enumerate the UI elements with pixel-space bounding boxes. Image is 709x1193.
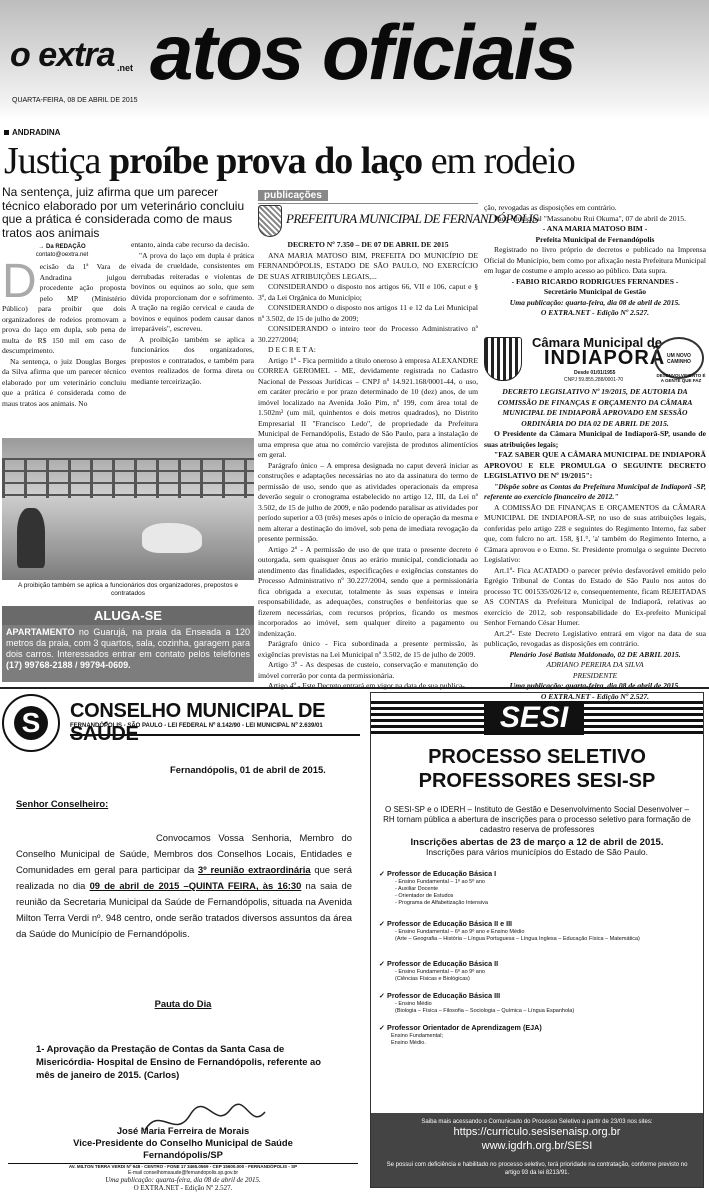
sesi-intro: O SESI-SP e o IDERH – Instituto de Gestão e Desenvolvimento Social Desenvolver – RH tornam pública a abertura de inscrições para o processo seletivo para formação de cadastro reserva de professores xyxy=(383,805,691,834)
headline-bold: proíbe prova do laço xyxy=(108,140,423,182)
decreto-paragraph: Art.1º- Fica ACATADO o parecer prévio desfavorável emitido pelo Egrégio Tribunal de Contas do Estado de São Paulo nos autos do processo TC 001535/026/12 e, consequentemente, ficam REJEITADAS AS CONTAS da Prefeitura Municipal de Indiaporã, relativas ao exercício de 2012, sob responsabilidade do Ex-prefeito Municipal Senhor Fernando César Humer. xyxy=(484,565,706,627)
conselho-notice xyxy=(0,692,366,1188)
rider-shape xyxy=(17,508,45,568)
decreto-paragraph: Artigo 2º - A permissão de uso de que trata o presente decreto é outorgada, sem quaisquer ônus ao erário municipal, condicionada ao atendimento das finalidades, especificações e exigências constantes do Processo Administrativo nº 30.227/2004, sendo que a permissionária fica obrigada a executar, totalmente às suas expensas e inteira responsabilidade, as adequações, construções e benfeitorias que se fizerem necessárias, com recursos próprios, ficando os mesmos incorporados ao imóvel, sem qualquer direito a pagamento ou indenização. xyxy=(258,544,478,638)
photo-caption: A proibição também se aplica a funcionários dos organizadores, prepostos e contratados xyxy=(17,582,239,597)
decreto-paragraph: CONSIDERANDO o disposto nos artigos 11 e 12 da Lei Municipal nº 3.502, de 15 de julho de 2009; xyxy=(258,303,478,323)
decreto-paragraph: ção, revogadas as disposições em contrário. xyxy=(484,203,617,212)
rodeo-photo xyxy=(2,438,254,580)
cargo-details: Ensino Fundamental; Ensino Médio. xyxy=(391,1033,443,1046)
body-text: Convocamos Vossa Senhoria, Membro do Conselho Municipal de Saúde, Membros dos Conselhos Locais, Entidades e Comunidades em geral para participar da xyxy=(16,832,352,875)
decreto-paragraph: D E C R E T A: xyxy=(268,345,316,354)
cargo-title: ✓ Professor de Educação Básica II e III xyxy=(379,919,513,928)
cargo-title: ✓ Professor de Educação Básica III xyxy=(379,991,501,1000)
body-text: na saia de reunião da Secretaria Municipal da Saúde de Fernandópolis, situada na Avenida Milton Terra Verdi nº. 948 centro, onde serão tratados diversos assuntos da área da Saúde do Município de Fernandópolis. xyxy=(16,880,352,939)
decreto-paragraph: Artigo 4º - Este Decreto entrará em vigor na data de sua publica- xyxy=(268,681,465,690)
sesi-link[interactable]: www.igdrh.org.br/SESI xyxy=(481,1140,593,1152)
coat-of-arms-icon xyxy=(258,205,282,237)
sesi-logo: SESI xyxy=(484,701,584,735)
pauta-title: Pauta do Dia xyxy=(154,998,212,1009)
conselho-address: AV. MILTON TERRA VERDI Nº 948 - CENTRO - FONE 17 3465.0569 - CEP 15600.000 - FERNANDÓPOLIS - SP xyxy=(68,1164,298,1169)
headline-part: em rodeio xyxy=(422,140,575,182)
section-tag: ANDRADINA xyxy=(4,128,60,137)
classified-text xyxy=(2,625,254,673)
publication-note: Uma publicação: quarta-feira, dia 08 de abril de 2015. xyxy=(509,297,681,307)
sesi-municipios: Inscrições para vários municípios do Estado de São Paulo. xyxy=(425,847,649,857)
city-slogan: DESENVOLVIMENTO É A GENTE QUE FAZ xyxy=(656,373,706,383)
headline xyxy=(4,138,709,184)
signer-place: Fernandópolis/SP xyxy=(143,1149,223,1160)
decreto-legislativo xyxy=(484,387,706,702)
decreto-column-cont xyxy=(484,203,706,319)
notice-date: Fernandópolis, 01 de abril de 2015. xyxy=(170,764,326,775)
article-paragraph: entanto, ainda cabe recurso da decisão. xyxy=(131,240,250,249)
notice-body xyxy=(16,830,352,942)
decreto-paragraph: Parágrafo único – A empresa designada no caput deverá iniciar as construções e adaptações necessárias no ato da assinatura do termo de permissão de uso, sendo que as atividades operacionais da empresa deverão seguir o cronograma estabelecido no artigo 12, III, da Lei nº 3.502, de 15 de julho de 2009, e não podendo paralisar as atividades por período superior a 03 (três) meses após o início de operação da mesma e nem alterar a destinação do imóvel, sob pena de imediata revogação da presente permissão. xyxy=(258,460,478,543)
decreto-paragraph: CONSIDERANDO o disposto nos artigos 66, VII e 106, caput e § 3º, da Lei Orgânica do Município; xyxy=(258,282,478,302)
sesi-more-info: Saiba mais acessando o Comunicado do Processo Seletivo a partir de 23/03 nos sites: xyxy=(421,1119,653,1125)
conselho-logo-letter: S xyxy=(14,706,48,740)
sesi-title-line: PROFESSORES SESI-SP xyxy=(418,770,656,792)
divider xyxy=(70,734,360,736)
decreto-paragraph: Paço Municipal "Massanobu Rui Okuma", 07 de abril de 2015. xyxy=(494,213,687,223)
decreto-paragraph: O Presidente da Câmara Municipal de Indiaporã-SP, usando de suas atribuições legais; xyxy=(484,429,706,449)
article-deck: Na sentença, juiz afirma que um parecer técnico elaborado por um veterinário concluiu que a prática é considerada como de maus tratos aos animais xyxy=(2,185,245,240)
conselho-email: E-mail conselhomsaude@fernandopolis.sp.gov.br xyxy=(127,1170,239,1176)
decreto-paragraph: "Dispõe sobre as Contas da Prefeitura Municipal de Indiaporã -SP, referente ao exercício financeiro de 2012." xyxy=(484,481,706,501)
conselho-title: CONSELHO MUNICIPAL DE SAÚDE xyxy=(70,700,326,745)
classified-title: ALUGA-SE xyxy=(2,606,254,625)
publication-edition: O EXTRA.NET - Edição Nº 2.527. xyxy=(133,1184,233,1192)
publications-tag: publicações xyxy=(258,190,328,201)
camara-city: INDIAPORÃ xyxy=(544,347,666,369)
cargo-details: - Ensino Fundamental – 6º ao 9º ano (Ciências Físicas e Biológicas) xyxy=(395,969,485,982)
decreto-paragraph: CONSIDERANDO o inteiro teor do Processo Administrativo nº 30.227/2004; xyxy=(258,324,478,344)
cargo-title: ✓ Professor Orientador de Aprendizagem (EJA) xyxy=(379,1023,542,1032)
publication-edition: O EXTRA.NET - Edição Nº 2.527. xyxy=(540,308,650,317)
decreto-title: DECRETO LEGISLATIVO Nº 19/2015, DE AUTORIA DA COMISSÃO DE FINANÇAS E ORÇAMENTO DA CÂMARA MUNICIPAL DE INDIAPORÃ APROVADO EM SESSÃO ORDINÁRIA DO DIA 02 DE ABRIL DE 2015. xyxy=(497,387,693,428)
drop-cap: D xyxy=(2,255,37,308)
decreto-paragraph: "FAZ SABER QUE A CÂMARA MUNICIPAL DE INDIAPORÃ APROVOU E ELE PROMULGA O SEGUINTE DECRETO LEGISLATIVO DE Nº 19/2015": xyxy=(484,450,706,480)
conselho-logo xyxy=(2,694,60,752)
camara-label: Câmara Municipal de xyxy=(532,335,663,350)
classified-body: no Guarujá, na praia da Enseada a 120 metros da praia, com 3 quartos, sala, cozinha, garagem para dois carros. Interessados entrar em contato pelos telefones xyxy=(6,627,250,659)
decreto-paragraph: Artigo 3º - As despesas de custeio, conservação e manutenção do imóvel correrão por conta da permissionária. xyxy=(258,660,478,680)
sesi-dates: Inscrições abertas de 23 de março a 12 de abril de 2015. xyxy=(410,837,664,848)
article-column-2 xyxy=(131,240,254,387)
pauta-item: 1- Aprovação da Prestação de Contas da Santa Casa de Misericórdia- Hospital de Ensino de Fernandópolis, referente ao mês de janeiro de 2015. (Carlos) xyxy=(36,1043,321,1080)
divider xyxy=(258,203,478,204)
publication-note: Uma publicação: quarta-feira, dia 08 de abril de 2015. xyxy=(509,681,681,690)
cargo-title: ✓ Professor de Educação Básica I xyxy=(379,869,497,878)
headline-part: Justiça xyxy=(4,140,109,182)
decreto-title: DECRETO Nº 7.350 – DE 07 DE ABRIL DE 2015 xyxy=(287,240,449,249)
decreto-paragraph: Parágrafo único - Fica subordinada a presente permissão, às exigências previstas na Lei Municipal nº 3.502, de 15 de julho de 2009. xyxy=(258,639,478,659)
decreto-paragraph: A COMISSÃO DE FINANÇAS E ORÇAMENTOS da CÂMARA MUNICIPAL DE INDIAPORÃ-SP, no uso de suas atribuições legais, conferidas pelo artigo 228 e seguintes do Regimento Interno, faz saber que, com fulcro no art. 158, §1.°, 'a' também do Regimento Interno, a Câmara aprovou e o Exmo. Sr. Presidente promulga o seguinte Decreto Legislativo: xyxy=(484,502,706,564)
sesi-title-line: PROCESSO SELETIVO xyxy=(428,746,646,768)
body-text: que será realizada no dia xyxy=(16,864,352,891)
decreto-paragraph: Registrado no livro próprio de decretos e publicado na Imprensa Oficial do Município, bem como por afixação nesta Prefeitura Municipal em lugar de costume e amplo acesso ao público. Data supra. xyxy=(484,245,706,275)
decreto-column xyxy=(258,240,478,692)
cargo-details: - Ensino Médio (Biologia – Física – Filosofia – Sociologia – Química – Língua Espanhola) xyxy=(395,1001,575,1014)
coat-of-arms-icon xyxy=(484,337,522,381)
article-paragraph: Na sentença, o juiz Douglas Borges da Silva afirma que um parecer técnico elaborado por um veterinário concluiu que a prática é considerada como de maus tratos aos animais. No xyxy=(2,356,126,408)
body-highlight: 09 de abril de 2015 –QUINTA FEIRA, às 16:30 xyxy=(89,880,302,891)
fence-shape xyxy=(2,458,254,498)
salutation: Senhor Conselheiro: xyxy=(16,798,109,809)
article-paragraph: A proibição também se aplica a funcionários dos organizadores, prepostos e contratados, e também para eventos realizados de forma direta ou mediante terceirização. xyxy=(131,334,254,386)
brand-logo: o extra xyxy=(10,36,115,74)
classified-bold: APARTAMENTO xyxy=(6,627,75,637)
conselho-subtitle: FERNANDÓPOLIS - SÃO PAULO - LEI FEDERAL Nº 8.142/90 - LEI MUNICIPAL Nº 2.639/01 xyxy=(70,723,323,729)
cargo-title: ✓ Professor de Educação Básica II xyxy=(379,959,499,968)
plenario: Plenário José Batista Maldonado, 02 DE ABRIL 2015. xyxy=(509,649,681,659)
camara-indiapora-header xyxy=(484,335,706,385)
byline-email: contato@oextra.net xyxy=(35,252,89,258)
classified-ad xyxy=(2,606,254,682)
byline-author: → Da REDAÇÃO xyxy=(38,244,86,250)
prefeitura-header xyxy=(258,205,538,239)
publication-edition: O EXTRA.NET - Edição Nº 2.527. xyxy=(540,691,650,701)
classified-phones: (17) 99768-2188 / 99794-0609. xyxy=(6,660,131,670)
calf-shape xyxy=(142,523,202,553)
camara-cnpj: CNPJ 59.855.288/0001-70 xyxy=(564,377,624,383)
signer-role: Prefeita Municipal de Fernandópolis xyxy=(535,234,655,244)
issue-date: QUARTA-FEIRA, 08 DE ABRIL DE 2015 xyxy=(12,97,138,104)
sesi-link[interactable]: https://curriculo.sesisenaisp.org.br xyxy=(453,1126,621,1138)
prefeitura-name: PREFEITURA MUNICIPAL DE FERNANDÓPOLIS xyxy=(286,211,538,226)
article-paragraph: "A prova do laço em dupla é prática eivada de crueldade, consistentes em derrubadas reiteradas e violentas de bovinos ou equinos ao solo, que sem dúvida proporcionam dor e sofrimento. A tração na região cervical e cauda de bovinos e equinos podem causar danos irreparáveis", escreveu. xyxy=(131,250,254,333)
signer-name: - ANA MARIA MATOSO BIM - xyxy=(542,224,648,233)
sesi-title xyxy=(371,745,703,793)
signer-role: Vice-Presidente do Conselho Municipal de Saúde xyxy=(73,1137,293,1148)
body-highlight: 3º reunião extraordinária xyxy=(198,864,311,875)
president-name: ADRIANO PEREIRA DA SILVA xyxy=(546,660,644,669)
cargo-details: - Ensino Fundamental – 6º ao 9º ano e Ensino Médio (Arte – Geografia – História – Língua Portuguesa – Língua Inglesa – Educação Física – Matemática) xyxy=(395,929,640,942)
president-role: PRESIDENTE xyxy=(572,670,618,680)
cargo-details: - Ensino Fundamental – 1º ao 5º ano - Auxiliar Docente - Orientador de Estudos - Programa de Alfabetização Intensiva xyxy=(395,879,488,906)
camara-since: Desde 01/01/1955 xyxy=(574,370,616,376)
decreto-paragraph: Artigo 1º - Fica permitido a título oneroso à empresa ALEXANDRE CORREA GEROMEL - ME, devidamente registrada no Cadastro Nacional de Pessoas Jurídicas – CNPJ nº 14.921.168/0001-44, o uso, em caráter precário e por prazo determinado de 10 (dez) anos, de um imóvel localizado na Avenida João Pim, nº 199, com área total de 1.502m² (um mil, quinhentos e dois metros quadrados), no Distrito Empresarial II "Francisco Ledo", de propriedade da Prefeitura Municipal de Fernandópolis, Estado de São Paulo, para a instalação de uma empresa que atua no comércio varejista de produtos alimentícios em geral. xyxy=(258,355,478,459)
page-title: atos oficiais xyxy=(150,8,575,96)
sesi-footer xyxy=(371,1113,703,1187)
masthead xyxy=(0,0,709,120)
article-paragraph: ecisão da 1ª Vara de Andradina julgou procedente ação proposta pelo MP (Ministério Público) para proibir que dois organizadores de rodeios promovam a prova do laço em dupla, sob pena de multa de R$ 150 mil em caso de descumprimento. xyxy=(2,262,126,355)
decreto-paragraph: ANA MARIA MATOSO BIM, PREFEITA DO MUNICÍPIO DE FERNANDÓPOLIS, ESTADO DE SÃO PAULO, NO EXERCÍCIO DE SUAS ATRIBUIÇÕES LEGAIS,... xyxy=(258,250,478,281)
divider xyxy=(0,687,709,689)
signer-role: Secretário Municipal de Gestão xyxy=(543,287,647,296)
city-logo: UM NOVO CAMINHO xyxy=(654,337,704,379)
decreto-paragraph: Art.2º- Este Decreto Legislativo entrará em vigor na data de sua publicação, revogadas as disposições em contrário. xyxy=(484,628,706,648)
signer-name: - FABIO RICARDO RODRIGUES FERNANDES - xyxy=(511,276,679,286)
publication-note: Uma publicação: quarta-feira, dia 08 de abril de 2015. xyxy=(105,1176,261,1184)
signer-name: José Maria Ferreira de Morais xyxy=(116,1125,250,1136)
sesi-deficiency-note: Se possui com deficiência e habilitado no processo seletivo, terá prioridade na contratação, conforme previsto no artigo 93 da lei 8213/91. xyxy=(386,1162,688,1176)
sesi-ad xyxy=(370,692,704,1188)
brand-net: .net xyxy=(117,63,134,73)
